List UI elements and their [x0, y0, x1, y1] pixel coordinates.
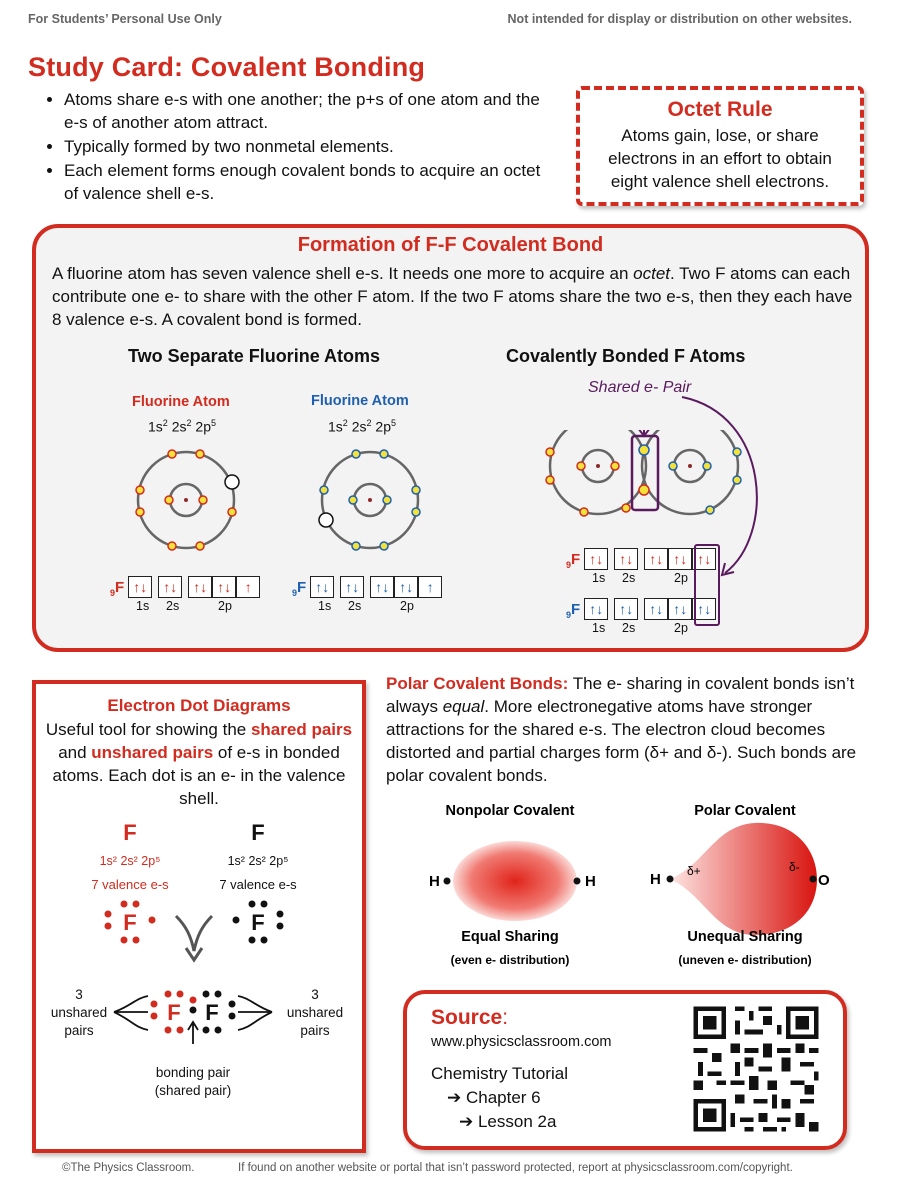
octet-rule-body: Atoms gain, lose, or share electrons in an effort to obtain eight valence shell electrons. [608, 126, 832, 191]
element-symbol: $_9$F [566, 601, 581, 620]
shared-pair-label: Shared e- Pair [588, 379, 692, 396]
orbital-box: ↑↓ [188, 576, 212, 598]
polar-text: The e- sharing in covalent bonds isn’t always [386, 674, 855, 716]
orbital-box: ↑↓ [128, 576, 152, 598]
polar-diagrams [405, 795, 865, 975]
formation-heading: Formation of F-F Covalent Bond [297, 234, 604, 256]
shared-orbital-highlight [694, 544, 720, 626]
unequal-sharing-sub: (uneven e- distribution) [678, 953, 812, 967]
equal-sharing-title: Equal Sharing [461, 929, 559, 945]
orbital-box: ↑↓ [644, 548, 668, 570]
orbital-label: 2s [348, 599, 362, 613]
dot-text: of e-s in bonded atoms. Each dot is an e- in the valence shell. [52, 743, 346, 808]
orbital-box: ↑↓ [692, 598, 716, 620]
orbital-label: 2p [674, 571, 688, 585]
orbital-label: 1s [318, 599, 332, 613]
orbital-label: 2p [674, 621, 688, 635]
electron-dot-heading: Electron Dot Diagrams [107, 696, 291, 715]
orbital-label: 1s [592, 571, 606, 585]
polar-title: Polar Covalent [694, 803, 796, 819]
orbital-box: ↑↓ [614, 548, 638, 570]
red-fluorine-atom [136, 450, 239, 550]
footer-report-note: If found on another website or portal that isn’t password protected, report at physicsclassroom.com/copyright. [238, 1162, 793, 1174]
lewis-f-red: F [123, 910, 137, 935]
polar-text: . More electronegative atoms have stronger attractions for the shared e-s. The electron cloud becomes distorted and partial charges form (δ+ and δ-). Such bonds are polar covalent bonds. [386, 697, 857, 785]
polar-emphasis: equal [442, 697, 485, 716]
element-symbol: $_9$F [292, 579, 307, 598]
distribution-note: Not intended for display or distribution on other websites. [507, 12, 852, 26]
dot-symbol-black: F [251, 820, 265, 845]
orbital-label: 1s [136, 599, 150, 613]
dot-symbol-red: F [123, 820, 137, 845]
source-url[interactable]: www.physicsclassroom.com [431, 1034, 612, 1050]
nonpolar-title: Nonpolar Covalent [445, 803, 575, 819]
dot-valence-black: 7 valence e-s [219, 877, 297, 892]
lewis-f-bonded-black: F [205, 1000, 219, 1025]
unshared-pairs-label-left: 3 unshared pairs [50, 987, 108, 1038]
orbital-diagram-red [110, 576, 260, 614]
orbital-label: 1s [592, 621, 606, 635]
bullet-item: • Each element forms enough covalent bonds to acquire an octet of valence shell e-s. [64, 159, 554, 205]
qr-code-icon[interactable] [689, 1002, 823, 1136]
h-label: H [429, 873, 440, 890]
polar-paragraph [386, 672, 866, 787]
dot-text: and [58, 743, 92, 762]
orbital-box: ↑↓ [394, 576, 418, 598]
o-label: O [818, 872, 830, 889]
orbital-box: ↑↓ [370, 576, 394, 598]
orbital-box: ↑↓ [692, 548, 716, 570]
unshared-pairs-text: unshared pairs [91, 743, 214, 762]
shared-pairs-text: shared pairs [250, 720, 353, 739]
lewis-f-black: F [251, 910, 265, 935]
orbital-box: ↑↓ [340, 576, 364, 598]
separate-atoms-title: Two Separate Fluorine Atoms [128, 346, 381, 366]
orbital-diagram-blue [292, 576, 442, 614]
formation-text: . Two F atoms can each contribute one e- to share with the other F atom. If the two F atoms share the two e-s, then they each have 8 valence e-s. A covalent bond is formed. [52, 264, 853, 329]
orbital-box: ↑↓ [668, 548, 692, 570]
source-box [403, 990, 847, 1150]
tutorial-name: Chemistry Tutorial [431, 1064, 568, 1083]
orbital-box: ↑↓ [584, 548, 608, 570]
formation-emphasis: octet [633, 264, 671, 283]
orbital-box: ↑↓ [644, 598, 668, 620]
dot-config-red: 1s² 2s² 2p⁵ [99, 854, 161, 868]
bonded-atoms-title: Covalently Bonded F Atoms [506, 346, 746, 366]
delta-plus: δ+ [687, 864, 701, 878]
electron-dot-paragraph [44, 718, 354, 810]
dot-valence-red: 7 valence e-s [91, 877, 169, 892]
orbital-box: ↑↓ [212, 576, 236, 598]
polar-heading: Polar Covalent Bonds: [386, 674, 569, 693]
orbital-label: 2s [622, 621, 636, 635]
orbital-box: ↑↓ [310, 576, 334, 598]
h-label-polar: H [650, 871, 661, 888]
lesson-link: ➔ Lesson 2a [459, 1112, 557, 1131]
orbital-box: ↑ [236, 576, 260, 598]
orbital-label: 2s [622, 571, 636, 585]
bullet-list [44, 88, 554, 206]
personal-use-note: For Students’ Personal Use Only [28, 12, 222, 26]
equal-sharing-sub: (even e- distribution) [450, 953, 570, 967]
orbital-box: ↑↓ [584, 598, 608, 620]
orbital-box: ↑ [418, 576, 442, 598]
dot-config-black: 1s² 2s² 2p⁵ [227, 854, 289, 868]
chapter-link: ➔ Chapter 6 [447, 1088, 541, 1107]
octet-rule-heading: Octet Rule [667, 98, 773, 121]
orbital-label: 2p [218, 599, 232, 613]
orbital-box: ↑↓ [158, 576, 182, 598]
footer-copyright: ©The Physics Classroom. [62, 1162, 195, 1174]
orbital-box: ↑↓ [668, 598, 692, 620]
electron-config: $1s^2$ $2s^2$ $2p^5$ [148, 418, 216, 435]
element-symbol: $_9$F [110, 579, 125, 598]
delta-minus: δ- [789, 860, 800, 874]
fluorine-atom-label-blue: Fluorine Atom [311, 393, 409, 409]
blue-fluorine-atom [319, 450, 420, 550]
orbital-label: 2p [400, 599, 414, 613]
orbital-box: ↑↓ [614, 598, 638, 620]
unequal-sharing-title: Unequal Sharing [687, 929, 803, 945]
bullet-item: • Atoms share e-s with one another; the p+s of one atom and the e-s of another atom attract. [64, 88, 554, 134]
formation-text: A fluorine atom has seven valence shell e-s. It needs one more to acquire an [52, 264, 634, 283]
h-label: H [585, 873, 596, 890]
electron-config: $1s^2$ $2s^2$ $2p^5$ [328, 418, 396, 435]
octet-rule-box [576, 86, 864, 206]
page-title: Study Card: Covalent Bonding [28, 52, 426, 82]
source-heading: Source: [431, 1006, 509, 1029]
lewis-f-bonded-red: F [167, 1000, 181, 1025]
unshared-pairs-label-right: 3 unshared pairs [286, 987, 344, 1038]
formation-paragraph [52, 262, 855, 331]
dot-text: Useful tool for showing the [45, 720, 251, 739]
orbital-label: 2s [166, 599, 180, 613]
fluorine-atom-label-red: Fluorine Atom [132, 394, 230, 410]
bullet-item: • Typically formed by two nonmetal elements. [64, 135, 554, 158]
bonding-pair-label: bonding pair (shared pair) [154, 1065, 232, 1098]
element-symbol: $_9$F [566, 551, 581, 570]
